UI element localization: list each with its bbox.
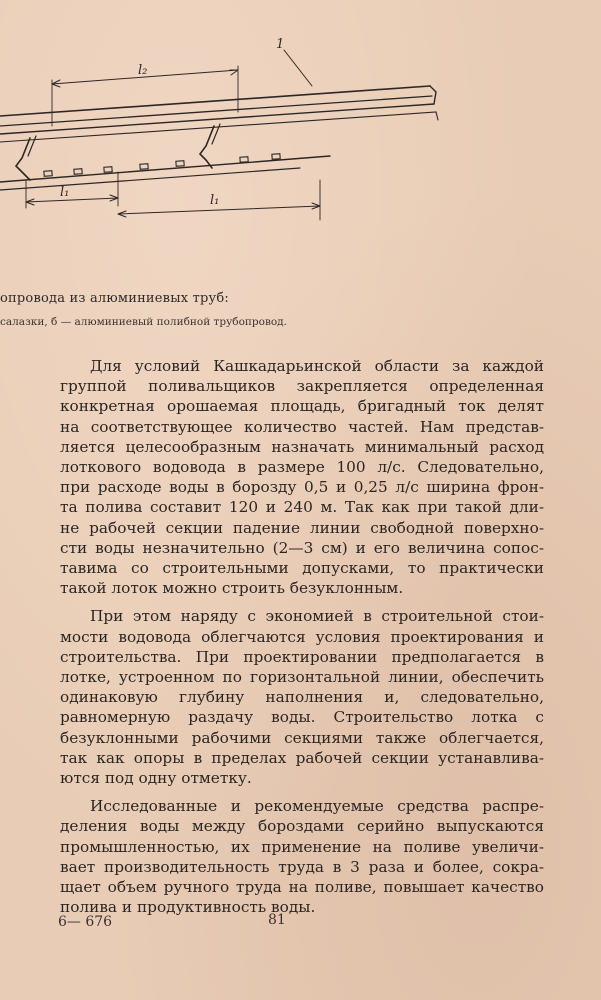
text-line: та полива составит 120 и 240 м. Так как при такой дли- <box>60 498 544 517</box>
leader-label-1: 1 <box>276 37 285 52</box>
pipe-support-left <box>16 138 30 180</box>
text-line: ляется целесообразным назначать минимальный расход <box>60 437 544 456</box>
text-line: вает производительность труда в 3 раза и более, сокра- <box>60 857 544 876</box>
text-line: одинаковую глубину наполнения и, следовательно, <box>60 688 544 707</box>
paragraph <box>60 606 544 788</box>
text-line: так как опоры в пределах рабочей секции устанавлива- <box>60 748 544 767</box>
paragraph <box>60 796 544 917</box>
text-line: промышленностью, их применение на поливе увеличи- <box>60 837 544 856</box>
text-line: ются под одну отметку. <box>60 769 252 788</box>
text-line: сти воды незначительно (2—3 см) и его величина сопос- <box>60 538 544 557</box>
paragraph-gap <box>60 788 544 796</box>
figure-caption-title: опровода из алюминиевых труб: <box>0 291 229 306</box>
dim-line-l1-left <box>26 198 118 202</box>
text-line: деления воды между бороздами серийно выпускаются <box>60 817 544 836</box>
text-line: Исследованные и рекомендуемые средства распре- <box>90 797 544 816</box>
pipeline-figure <box>0 30 601 280</box>
text-line: строительства. При проектировании предполагается в <box>60 647 544 666</box>
text-line: при расходе воды в борозду 0,5 и 0,25 л/с ширина фрон- <box>60 478 544 497</box>
text-line: щает объем ручного труда на поливе, повышает качество <box>60 878 544 897</box>
text-line: лоткового водовода в размере 100 л/с. Следовательно, <box>60 458 544 477</box>
leader-line-1 <box>284 50 312 86</box>
dim-label-l2: l₂ <box>138 63 148 78</box>
dim-label-l1-left: l₁ <box>60 185 70 200</box>
text-line: безуклонными рабочими секциями также облегчается, <box>60 728 544 747</box>
paragraph <box>60 356 544 598</box>
pipe-support-right <box>200 126 214 168</box>
text-line: группой поливальщиков закрепляется определенная <box>60 377 544 396</box>
body-text <box>60 356 544 917</box>
text-line: тавима со строительными допусками, то практически <box>60 559 544 578</box>
pipe-end-cap <box>430 86 436 104</box>
text-line: не рабочей секции падение линии свободной поверхно- <box>60 518 544 537</box>
text-line: мости водовода облегчаются условия проектирования и <box>60 627 544 646</box>
text-line: При этом наряду с экономией в строительной стои- <box>90 607 544 626</box>
text-line: лотке, устроенном по горизонтальной линии, обеспечить <box>60 668 544 687</box>
text-line: конкретная орошаемая площадь, бригадный ток делят <box>60 397 544 416</box>
page-number: 81 <box>268 912 286 928</box>
dim-label-l1-right: l₁ <box>210 193 220 208</box>
text-line: полива и продуктивность воды. <box>60 898 316 917</box>
pipe-bottom-edge <box>0 104 434 134</box>
printer-signature: 6— 676 <box>58 914 113 930</box>
paragraph-gap <box>60 598 544 606</box>
text-line: Для условий Кашкадарьинской области за каждой <box>90 357 544 375</box>
figure-caption-legend: салазки, б — алюминиевый полибной трубопровод. <box>0 316 287 328</box>
text-line: на соответствующее количество частей. Нам представ- <box>60 417 544 436</box>
text-line: равномерную раздачу воды. Строительство лотка с <box>60 708 544 727</box>
text-line: такой лоток можно строить безуклонным. <box>60 579 404 598</box>
